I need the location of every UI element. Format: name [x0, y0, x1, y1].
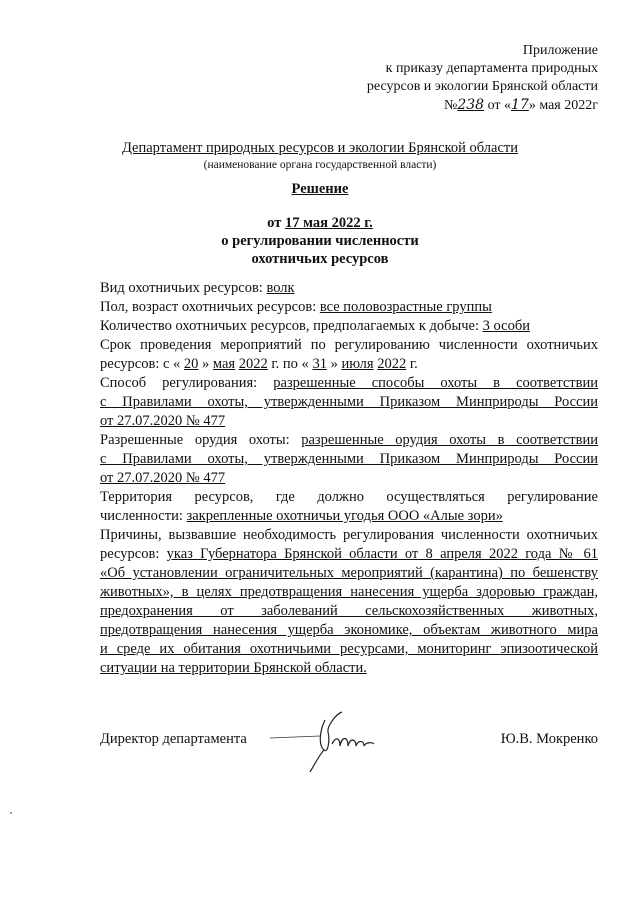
method-value-3: от 27.07.2020 № 477: [100, 413, 226, 429]
method-value-1: разрешенные способы охоты в соответствии: [273, 375, 598, 391]
date-prefix: от: [267, 215, 285, 231]
handwritten-signature: [250, 700, 400, 780]
decision-date: 17 мая 2022 г.: [284, 215, 373, 231]
reasons-line-1: Причины, вызвавшие необходимость регулирования численности охотничьих: [100, 527, 598, 543]
decision-date-line: [0, 214, 640, 232]
period-from-year: 2022: [238, 356, 268, 372]
reasons-value-5: предотвращения нанесения ущерба экономике, объектам животного мира: [100, 622, 598, 638]
decision-body: [100, 279, 598, 678]
species-value: волк: [266, 280, 295, 296]
appendix-order-line: к приказу департамента природных: [385, 61, 598, 76]
department-caption: (наименование органа государственной власти): [203, 159, 437, 171]
period-from-month: мая: [212, 356, 236, 372]
order-from-text: от «: [487, 98, 511, 113]
period-to-year: 2022: [377, 356, 407, 372]
tools-label: Разрешенные орудия охоты:: [100, 432, 302, 448]
reasons-label: ресурсов:: [100, 546, 167, 562]
period-line-2: [100, 355, 598, 374]
period-prefix: ресурсов: с «: [100, 356, 184, 372]
reasons-value-1: указ Губернатора Брянской области от 8 апреля 2022 года № 61: [166, 546, 598, 562]
sex-age-value: все половозрастные группы: [319, 299, 492, 315]
department-name: Департамент природных ресурсов и экологии Брянской области: [121, 140, 518, 156]
period-to-day: 31: [312, 356, 327, 372]
margin-mark: [10, 812, 12, 814]
department-header: [0, 140, 640, 171]
appendix-department-line: ресурсов и экологии Брянской области: [366, 79, 598, 94]
territory-label: численности:: [100, 508, 187, 524]
period-sep-1: »: [198, 356, 213, 372]
reasons-value-2: «Об установлении ограничительных мероприятий (карантина) по бешенству: [100, 565, 598, 581]
tools-value-2: с Правилами охоты, утвержденными Приказом Минприроды России: [100, 451, 598, 467]
order-day-handwritten: 17: [511, 97, 529, 113]
signer-position: Директор департамента: [100, 731, 247, 747]
document-title: Решение: [291, 181, 349, 197]
territory-line-2: [100, 507, 598, 526]
appendix-block: [367, 42, 598, 115]
appendix-number-line: [367, 96, 598, 115]
quantity-field: [100, 317, 598, 336]
species-field: [100, 279, 598, 298]
appendix-title: Приложение: [522, 43, 598, 58]
quantity-value: 3 особи: [482, 318, 530, 334]
period-to-month: июля: [341, 356, 374, 372]
reasons-line-2: [100, 545, 598, 564]
reasons-value-6: и среде их обитания охотничьими ресурсами, мониторинг эпизоотической: [100, 641, 598, 657]
species-label: Вид охотничьих ресурсов:: [100, 280, 267, 296]
order-number-handwritten: 238: [457, 97, 485, 113]
decision-subject: [0, 214, 640, 268]
tools-line-1: [100, 431, 598, 450]
tools-value-3: от 27.07.2020 № 477: [100, 470, 226, 486]
period-line-1: Срок проведения мероприятий по регулированию численности охотничьих: [100, 337, 598, 353]
method-label: Способ регулирования:: [100, 375, 274, 391]
period-sep-3: г. по «: [267, 356, 313, 372]
reasons-value-3: животных», в целях предотвращения нанесения ущерба здоровью граждан,: [100, 584, 598, 600]
sex-age-field: [100, 298, 598, 317]
reasons-value-4: предохранения от заболеваний сельскохозяйственных животных,: [100, 603, 598, 619]
period-end: г.: [406, 356, 418, 372]
territory-value: закрепленные охотничьи угодья ООО «Алые зори»: [186, 508, 503, 524]
method-value-2: с Правилами охоты, утвержденными Приказом Минприроды России: [100, 394, 598, 410]
method-line-1: [100, 374, 598, 393]
tools-value-1: разрешенные орудия охоты в соответствии: [301, 432, 598, 448]
reasons-value-7: ситуации на территории Брянской области.: [100, 660, 367, 676]
subject-line-3: охотничьих ресурсов: [251, 251, 389, 267]
sex-age-label: Пол, возраст охотничьих ресурсов:: [100, 299, 320, 315]
period-from-day: 20: [183, 356, 199, 372]
order-number-prefix: №: [443, 98, 458, 113]
quantity-label: Количество охотничьих ресурсов, предполагаемых к добыче:: [100, 318, 483, 334]
order-month-year: » мая 2022г: [528, 98, 598, 113]
period-sep-4: »: [326, 356, 342, 372]
signer-name: Ю.В. Мокренко: [500, 731, 598, 747]
territory-line-1: Территория ресурсов, где должно осуществляться регулирование: [100, 489, 598, 505]
subject-line-2: о регулировании численности: [221, 233, 419, 249]
